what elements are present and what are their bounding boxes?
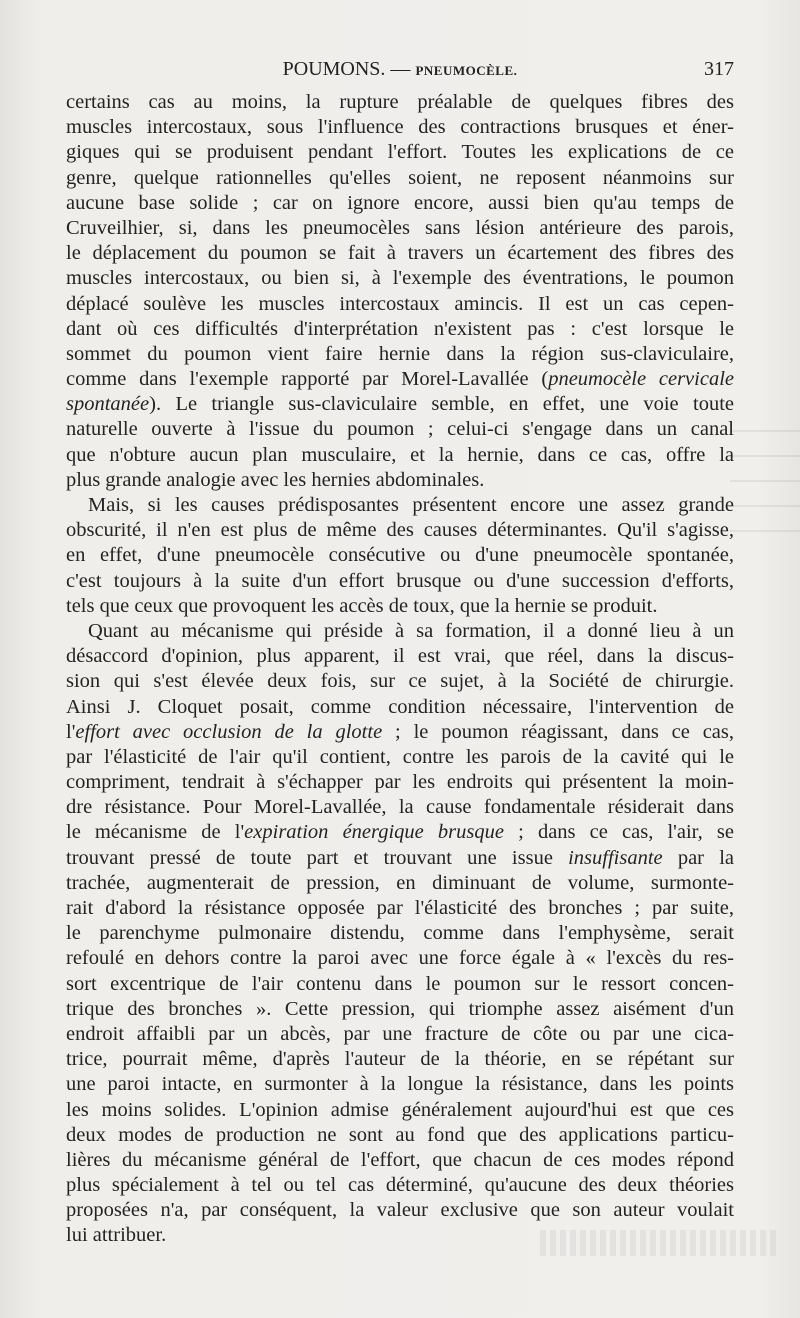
text-line [66, 292, 734, 317]
text-run: deux modes de production ne sont au fond que des applications particu- [66, 1123, 734, 1146]
text-line [66, 140, 734, 165]
text-run: les moins solides. L'opinion admise généralement aujourd'hui est que ces [66, 1098, 734, 1121]
text-run: lières du mécanisme général de l'effort, que chacun de ces modes répond [66, 1148, 734, 1171]
text-run: comme dans l'exemple rapporté par Morel-Lavallée ( [66, 368, 549, 391]
text-line [66, 896, 734, 921]
text-run: giques qui se produisent pendant l'effort. Toutes les explications de ce [66, 141, 734, 164]
text-line [66, 90, 734, 115]
text-run: dant où ces difficultés d'interprétation n'existent pas : c'est lorsque le [66, 317, 734, 340]
text-run: ). Le triangle sus-claviculaire semble, en effet, une voie toute [149, 393, 734, 416]
text-run: le mécanisme de l' [66, 821, 245, 844]
running-title-sub: PNEUMOCÈLE. [415, 63, 518, 78]
text-line [66, 795, 734, 820]
text-line [66, 619, 734, 644]
italic-phrase: spontanée [66, 393, 150, 416]
text-line [66, 392, 734, 417]
text-run: désaccord d'opinion, plus apparent, il est vrai, que réel, dans la discus- [66, 645, 734, 668]
text-line [66, 468, 734, 493]
text-run: proposées n'a, par conséquent, la valeur exclusive que son auteur voulait [66, 1199, 734, 1222]
text-run: que n'obture aucun plan musculaire, et la hernie, dans ce cas, offre la [66, 443, 734, 466]
text-run: plus grande analogie avec les hernies abdominales. [66, 468, 485, 491]
text-run: lui attribuer. [66, 1224, 167, 1247]
text-run: plus spécialement à tel ou tel cas déterminé, qu'aucune des deux théories [66, 1174, 734, 1197]
text-line [66, 1223, 734, 1248]
text-line [66, 820, 734, 845]
text-line [66, 115, 734, 140]
running-title [66, 58, 734, 81]
text-line [66, 871, 734, 896]
text-run: tels que ceux que provoquent les accès de toux, que la hernie se produit. [66, 594, 658, 617]
italic-phrase: pneumocèle cervicale [548, 368, 734, 391]
italic-phrase: effort avec occlusion de la glotte [75, 720, 383, 743]
text-line [66, 1072, 734, 1097]
text-run: aucune base solide ; car on ignore encore, aussi bien qu'au temps de [66, 191, 734, 214]
show-through-text [730, 430, 800, 550]
text-run: rait d'abord la résistance opposée par l'élasticité des bronches ; par suite, [66, 897, 734, 919]
text-run: compriment, tendrait à s'échapper par les endroits qui présentent la moin- [66, 771, 734, 794]
page-number: 317 [704, 58, 734, 80]
text-line [66, 443, 734, 468]
text-line [66, 720, 734, 745]
text-run: ; le poumon réagissant, dans ce cas, [382, 720, 734, 743]
text-run: trice, pourrait même, d'après l'auteur de la théorie, en se répétant sur [66, 1048, 734, 1071]
text-line [66, 1198, 734, 1223]
text-run: Mais, si les causes prédisposantes présentent encore une assez grande [88, 494, 734, 516]
text-run: une paroi intacte, en surmonter à la longue la résistance, dans les points [66, 1073, 734, 1096]
text-run: par l'élasticité de l'air qu'il contient, contre les parois de la cavité qui le [66, 745, 734, 768]
text-run: muscles intercostaux, ou bien si, à l'exemple des éventrations, le poumon [66, 267, 734, 290]
text-run: trique des bronches ». Cette pression, qui triomphe assez aisément d'un [66, 997, 734, 1020]
text-run: ; dans ce cas, l'air, se [503, 821, 734, 844]
text-line [66, 518, 734, 543]
text-line [66, 191, 734, 216]
text-line [66, 241, 734, 266]
text-line [66, 1022, 734, 1047]
text-line [66, 669, 734, 694]
text-run: refoulé en dehors contre la paroi avec une force égale à « l'excès du res- [66, 947, 734, 970]
text-line [66, 921, 734, 946]
text-run: certains cas au moins, la rupture préalable de quelques fibres des [66, 91, 734, 113]
body-text [66, 90, 734, 1249]
text-run: trachée, augmenterait de pression, en diminuant de volume, surmonte- [66, 871, 734, 894]
text-line [66, 569, 734, 594]
running-header [66, 58, 734, 86]
text-line [66, 342, 734, 367]
text-line [66, 493, 734, 518]
text-line [66, 644, 734, 669]
text-run: sion qui s'est élevée deux fois, sur ce sujet, à la Société de chirurgie. [66, 670, 734, 693]
text-run: Quant au mécanisme qui préside à sa formation, il a donné lieu à un [88, 619, 734, 642]
text-line [66, 770, 734, 795]
text-run: naturelle ouverte à l'issue du poumon ; celui-ci s'engage dans un canal [66, 418, 734, 441]
text-run: c'est toujours à la suite d'un effort brusque ou d'une succession d'efforts, [66, 569, 734, 592]
text-run: par la [662, 846, 734, 869]
text-line [66, 1173, 734, 1198]
text-run: Cruveilhier, si, dans les pneumocèles sans lésion antérieure des parois, [66, 216, 734, 239]
text-line [66, 1047, 734, 1072]
text-line [66, 166, 734, 191]
text-run: sommet du poumon vient faire hernie dans la région sus-claviculaire, [66, 342, 734, 365]
text-line [66, 543, 734, 568]
text-run: trouvant pressé de toute part et trouvant une issue [66, 846, 569, 869]
text-line [66, 846, 734, 871]
text-line [66, 317, 734, 342]
italic-phrase: insuffisante [568, 846, 663, 869]
text-line [66, 594, 734, 619]
text-run: déplacé soulève les muscles intercostaux amincis. Il est un cas cepen- [66, 292, 734, 315]
text-run: sort excentrique de l'air contenu dans le poumon sur le ressort concen- [66, 972, 734, 995]
text-run: le parenchyme pulmonaire distendu, comme dans l'emphysème, serait [66, 922, 734, 945]
text-run: en effet, d'une pneumocèle consécutive ou d'une pneumocèle spontanée, [66, 544, 734, 567]
text-line [66, 1123, 734, 1148]
text-line [66, 946, 734, 971]
text-line [66, 367, 734, 392]
text-run: Ainsi J. Cloquet posait, comme condition nécessaire, l'intervention de [66, 695, 734, 718]
text-run: muscles intercostaux, sous l'influence des contractions brusques et éner- [66, 116, 734, 139]
text-run: dre résistance. Pour Morel-Lavallée, la cause fondamentale résiderait dans [66, 796, 734, 819]
text-run: obscurité, il n'en est plus de même des causes déterminantes. Qu'il s'agisse, [66, 519, 734, 542]
text-line [66, 266, 734, 291]
text-run: le déplacement du poumon se fait à travers un écartement des fibres des [66, 242, 734, 265]
text-run: genre, quelque rationnelles qu'elles soient, ne reposent néanmoins sur [66, 166, 734, 189]
text-line [66, 1148, 734, 1173]
text-line [66, 745, 734, 770]
text-line [66, 1098, 734, 1123]
text-run: l' [66, 720, 76, 743]
text-line [66, 216, 734, 241]
text-run: endroit affaibli par un abcès, par une fracture de côte ou par une cica- [66, 1022, 734, 1045]
text-line [66, 997, 734, 1022]
text-line [66, 972, 734, 997]
text-line [66, 695, 734, 720]
text-line [66, 417, 734, 442]
italic-phrase: expiration énergique brusque [244, 821, 504, 844]
running-title-main: POUMONS. — [282, 58, 416, 80]
